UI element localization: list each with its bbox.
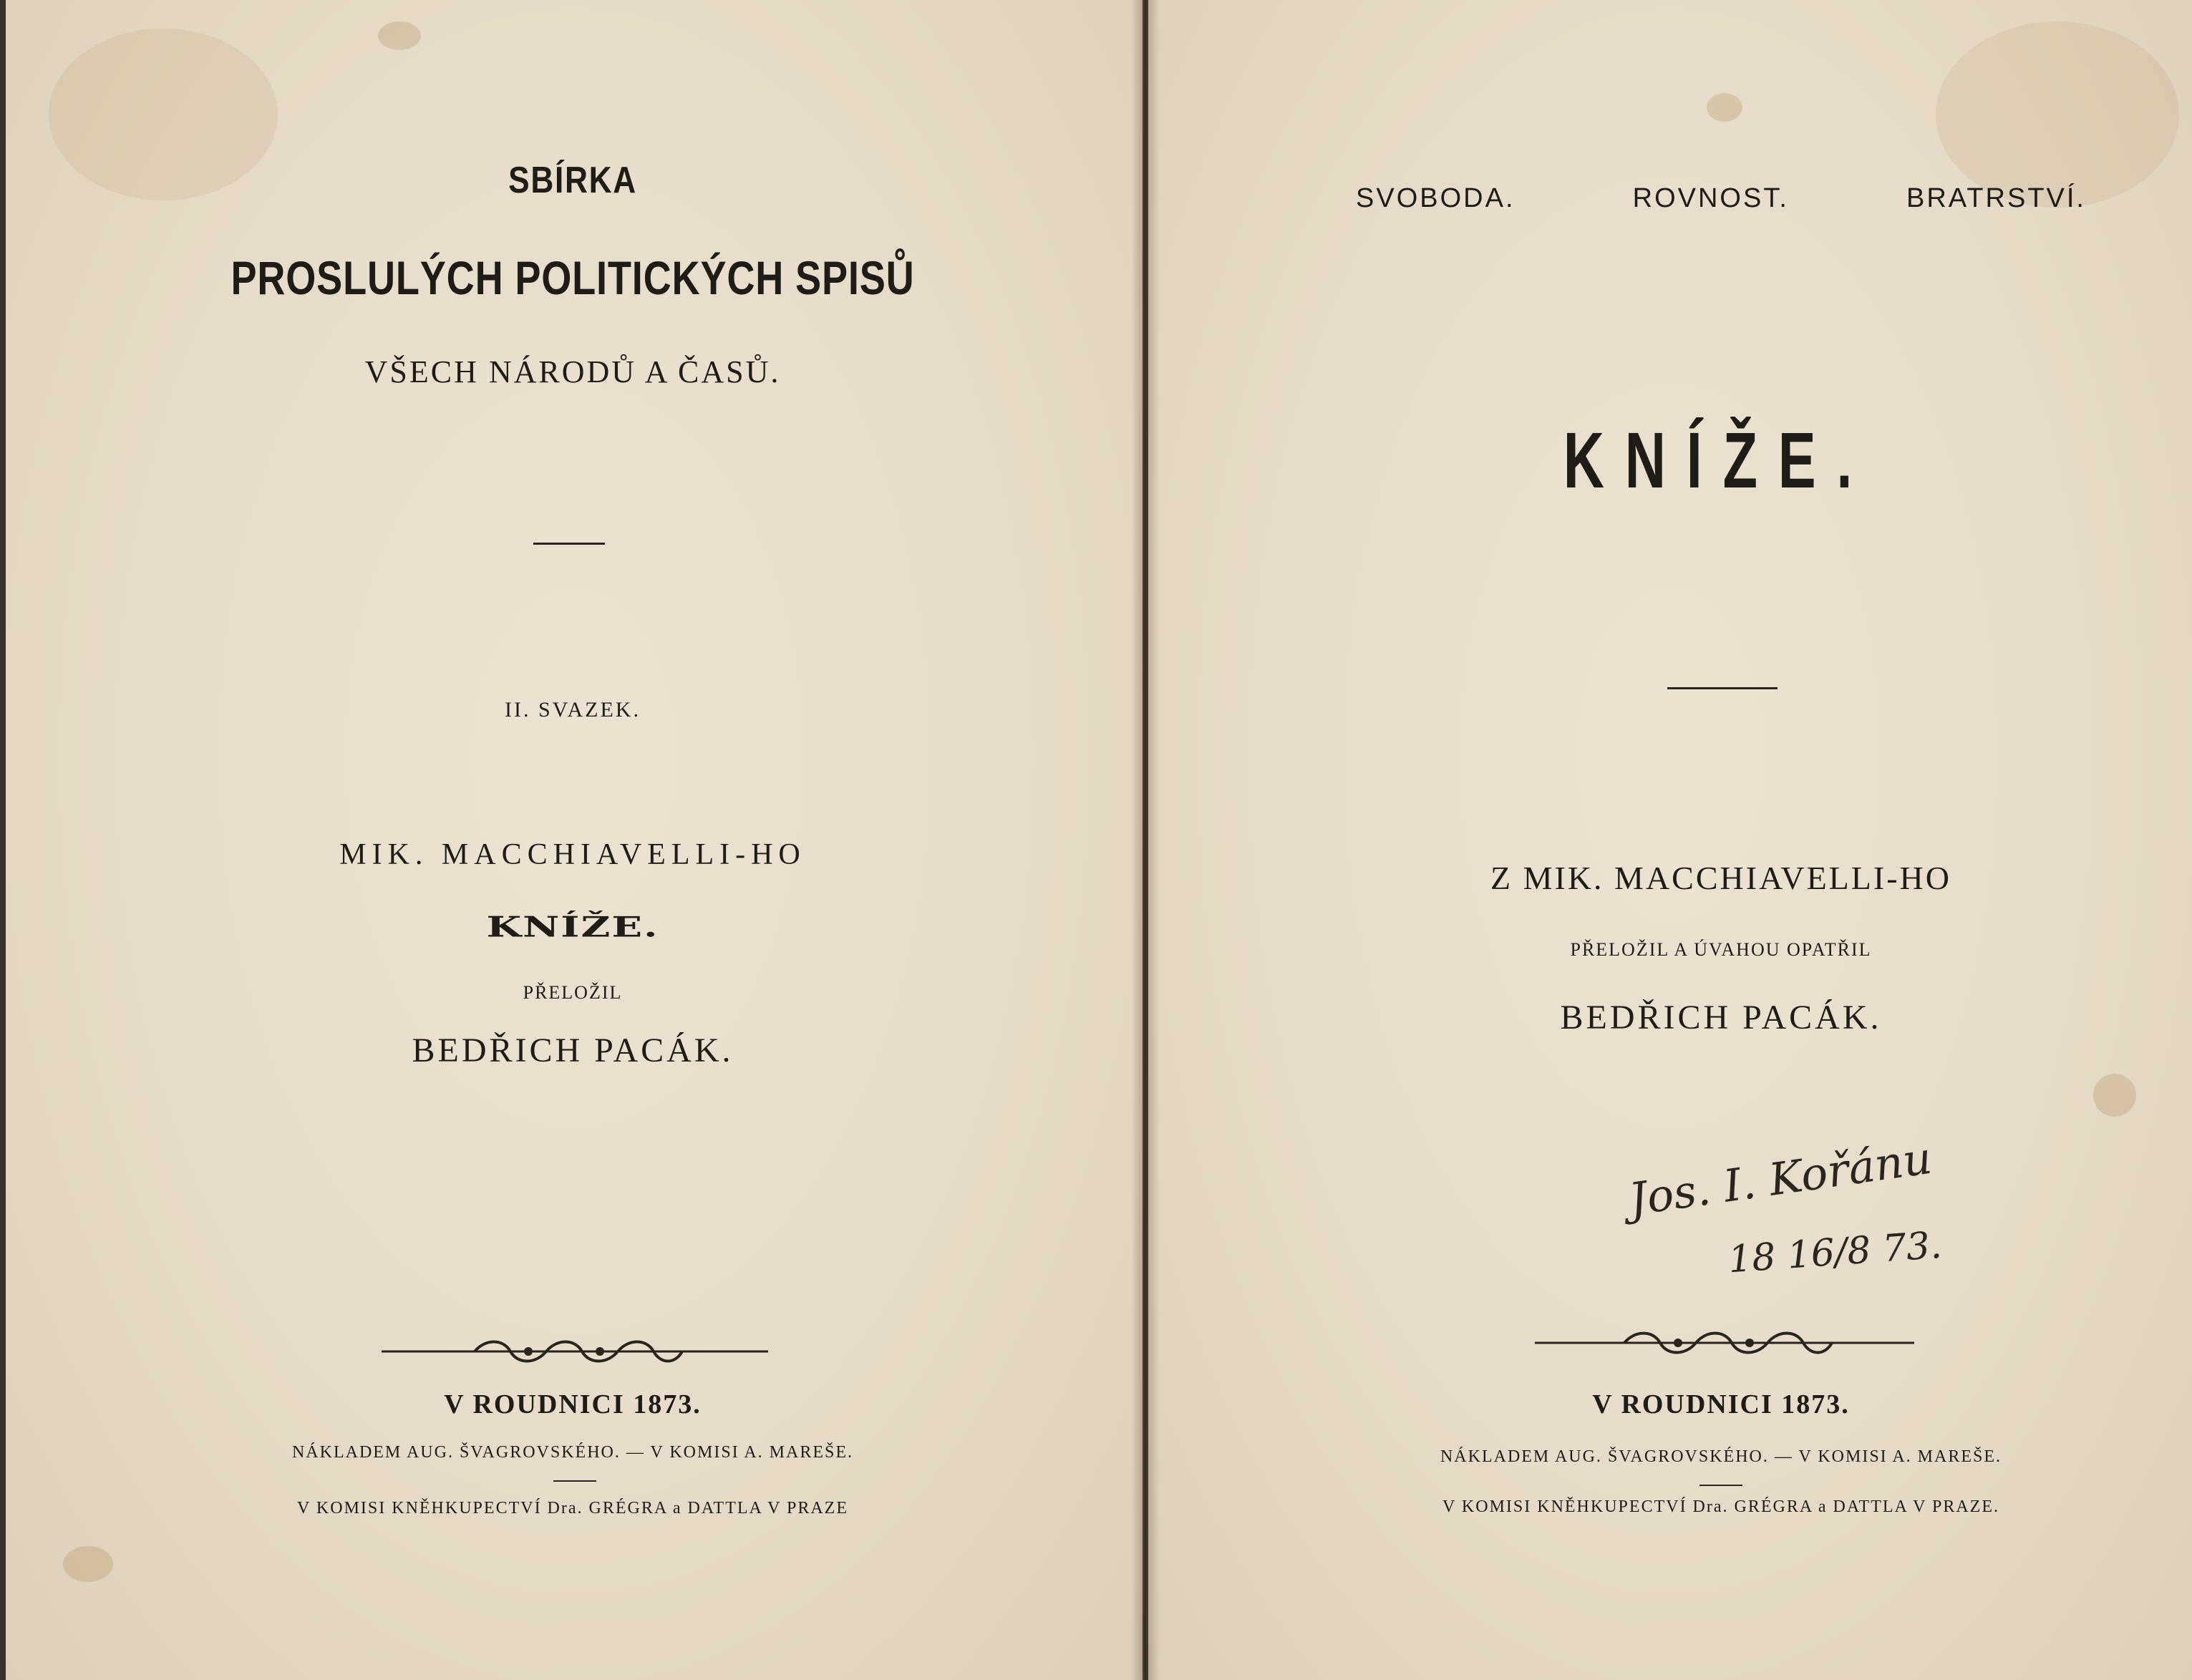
- small-rule: [1699, 1485, 1742, 1486]
- foxing-stain: [1936, 21, 2179, 208]
- translator-label: PŘELOŽIL A ÚVAHOU OPATŘIL: [1570, 939, 1872, 960]
- work-title: KNÍŽE.: [486, 910, 659, 944]
- book-gutter: [1131, 0, 1160, 1680]
- author-line: MIK. MACCHIAVELLI-HO: [339, 838, 806, 871]
- right-page: [1148, 0, 2192, 1680]
- left-page: [6, 0, 1143, 1680]
- imprint-publisher: NÁKLADEM AUG. ŠVAGROVSKÉHO. — V KOMISI A. MAREŠE.: [291, 1443, 854, 1462]
- translator-label: PŘELOŽIL: [523, 982, 623, 1003]
- series-subtitle: PROSLULÝCH POLITICKÝCH SPISŮ: [231, 251, 915, 304]
- ornament-divider: [1535, 1330, 1914, 1356]
- work-title: KNÍŽE.: [1563, 417, 1873, 505]
- signature-date: 18 16/8 73.: [1727, 1223, 1944, 1282]
- author-line: Z MIK. MACCHIAVELLI-HO: [1490, 860, 1951, 896]
- motto: [1356, 183, 2086, 214]
- divider-rule: [533, 543, 605, 545]
- translator-name: BEDŘICH PACÁK.: [412, 1031, 734, 1069]
- series-tagline: VŠECH NÁRODŮ A ČASŮ.: [364, 354, 781, 389]
- divider-rule: [1667, 687, 1778, 689]
- imprint-place: V ROUDNICI 1873.: [444, 1389, 702, 1419]
- imprint-commission: V KOMISI KNĚHKUPECTVÍ Dra. GRÉGRA a DATTLA V PRAZE.: [1442, 1497, 1999, 1516]
- ornament-divider: [382, 1339, 768, 1364]
- small-rule: [553, 1480, 596, 1482]
- foxing-stain: [63, 1546, 113, 1582]
- imprint-place: V ROUDNICI 1873.: [1592, 1389, 1850, 1419]
- series-title: SBÍRKA: [508, 160, 637, 201]
- foxing-stain: [1707, 93, 1742, 122]
- imprint-publisher: NÁKLADEM AUG. ŠVAGROVSKÉHO. — V KOMISI A. MAREŠE.: [1440, 1447, 2002, 1466]
- motto-word: BRATRSTVÍ.: [1906, 183, 2086, 213]
- volume-label: II. SVAZEK.: [505, 698, 641, 722]
- motto-word: ROVNOST.: [1632, 183, 1789, 213]
- foxing-stain: [2093, 1074, 2136, 1117]
- motto-word: SVOBODA.: [1356, 183, 1516, 213]
- foxing-stain: [378, 21, 421, 50]
- handwritten-signature: [1625, 1131, 2014, 1310]
- translator-name: BEDŘICH PACÁK.: [1560, 999, 1882, 1036]
- signature-name: Jos. I. Kořánu: [1625, 1131, 1935, 1226]
- imprint-commission: V KOMISI KNĚHKUPECTVÍ Dra. GRÉGRA a DATTLA V PRAZE: [297, 1499, 848, 1518]
